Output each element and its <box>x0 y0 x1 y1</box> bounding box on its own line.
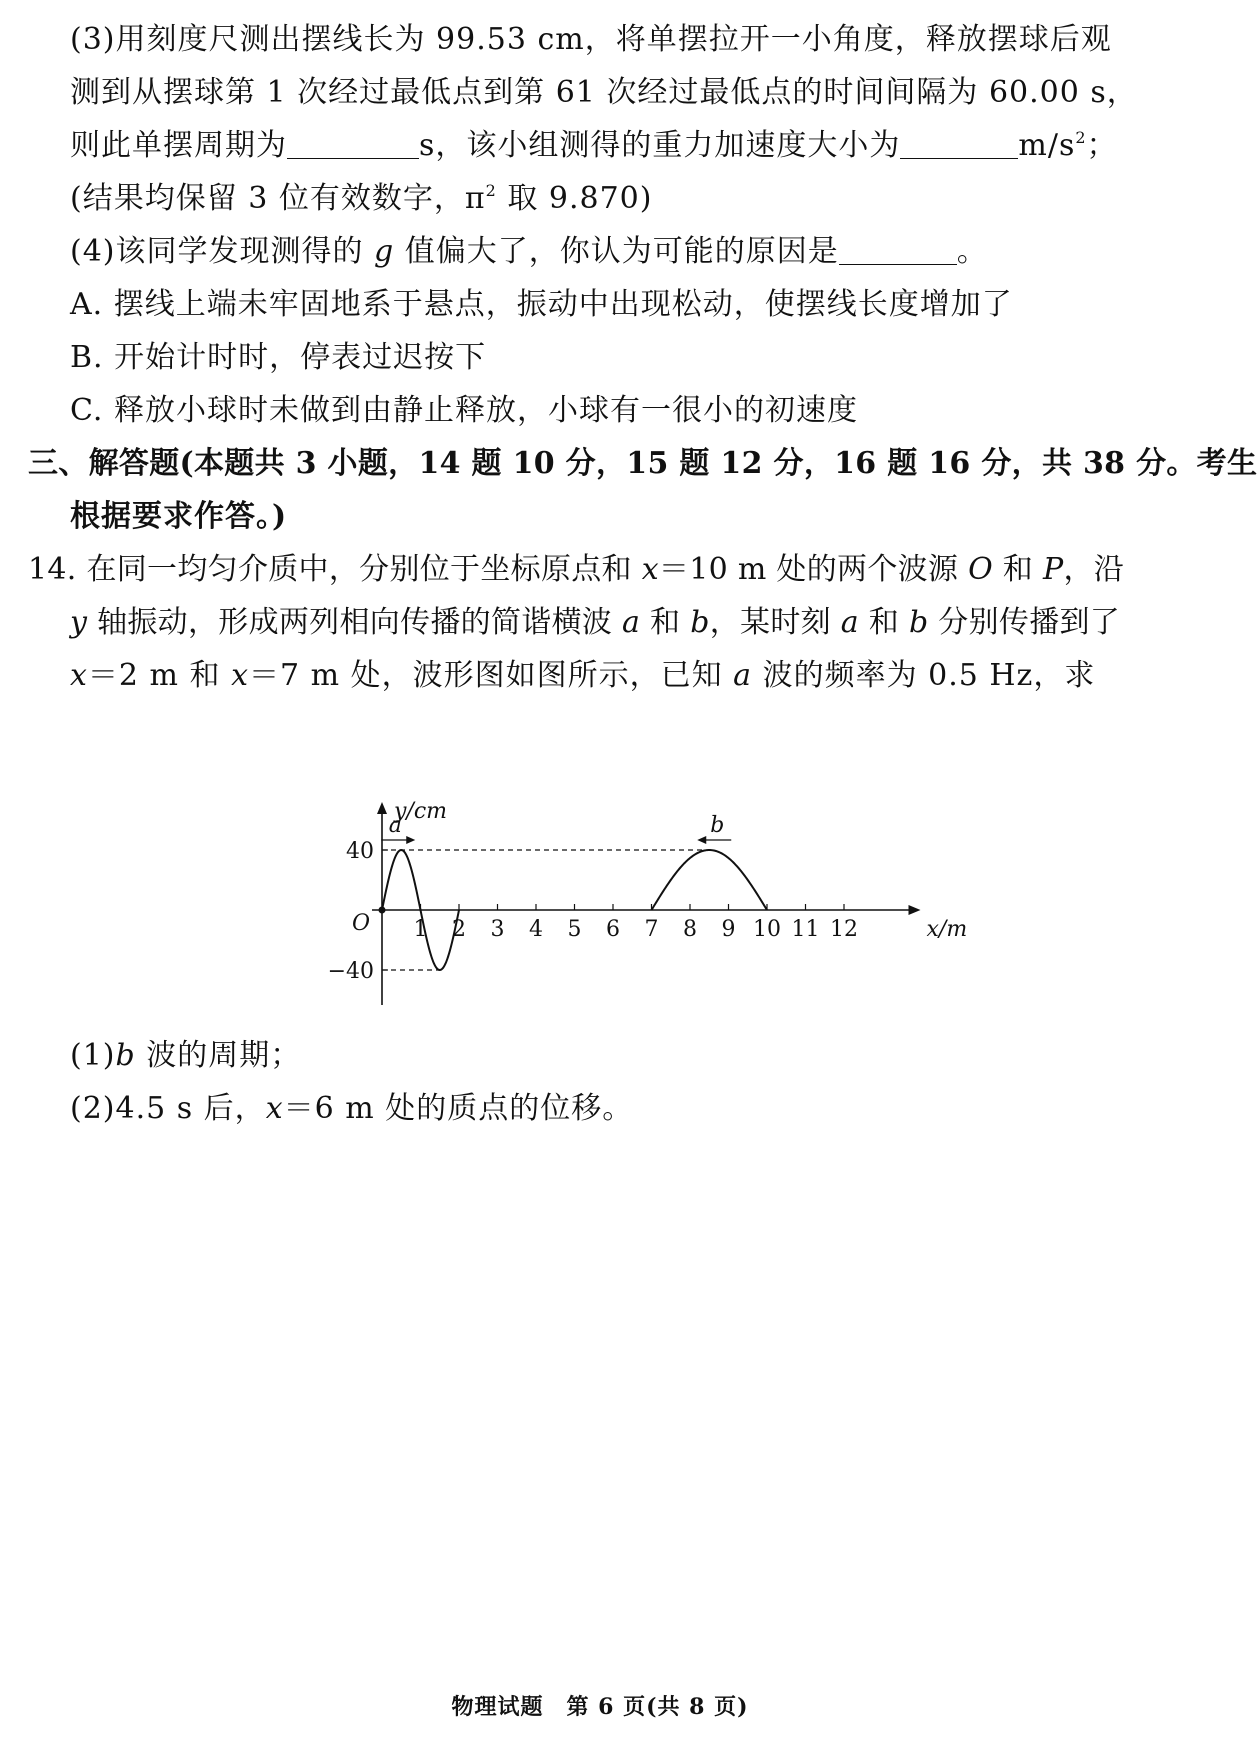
symbol-O: O <box>968 552 993 587</box>
y-tick-label: −40 <box>327 959 374 984</box>
x-tick-label: 10 <box>753 917 781 942</box>
symbol-x: x <box>641 552 659 587</box>
option-text: A. 摆线上端未牢固地系于悬点，振动中出现松动，使摆线长度增加了 <box>70 287 1013 322</box>
symbol-b: b <box>908 605 929 640</box>
q14-line2 <box>70 603 1120 643</box>
text: 和 <box>640 605 691 640</box>
q14-line3 <box>70 656 1095 696</box>
y-axis-arrow <box>377 802 387 814</box>
text: 值偏大了，你认为可能的原因是 <box>394 234 839 269</box>
symbol-a: a <box>840 605 859 640</box>
origin-label: O <box>352 911 371 936</box>
q13-part3-line1 <box>70 20 1112 60</box>
symbol-b: b <box>115 1038 136 1073</box>
superscript: 2 <box>1075 128 1087 147</box>
text: 波的周期； <box>135 1038 302 1073</box>
text: 波的频率为 0.5 Hz，求 <box>752 658 1096 693</box>
symbol-x: x <box>70 658 88 693</box>
x-axis-arrow <box>909 905 921 915</box>
text: (1) <box>70 1038 116 1073</box>
text: (2)4.5 s 后， <box>70 1091 266 1126</box>
x-tick-label: 12 <box>830 917 858 942</box>
text: ＝6 m 处的质点的位移。 <box>283 1091 634 1126</box>
option-text: B. 开始计时时，停表过迟按下 <box>70 340 487 375</box>
text: ＝10 m 处的两个波源 <box>658 552 969 587</box>
text: s，该小组测得的重力加速度大小为 <box>419 128 901 163</box>
symbol-b: b <box>690 605 710 640</box>
answer-blank-gravity[interactable] <box>900 128 1018 159</box>
answer-blank-period[interactable] <box>287 128 419 159</box>
text: 则此单摆周期为 <box>70 128 287 163</box>
text: 轴振动，形成两列相向传播的简谐横波 <box>87 605 623 640</box>
text: 分别传播到了 <box>928 605 1121 640</box>
text: 三、解答题(本题共 3 小题，14 题 10 分，15 题 12 分，16 题 16 分，共 38 分。考生 <box>28 446 1257 481</box>
text: (结果均保留 3 位有效数字，π <box>70 181 486 216</box>
section-3-heading <box>28 444 1257 484</box>
wave-b <box>652 850 768 910</box>
text: ，沿 <box>1063 552 1125 587</box>
x-tick-label: 5 <box>567 917 582 942</box>
y-tick-label: 40 <box>346 839 374 864</box>
q14-line1 <box>28 550 1124 590</box>
text: 14. 在同一均匀介质中，分别位于坐标原点和 <box>28 552 642 587</box>
text: 根据要求作答。) <box>70 499 288 534</box>
option-a[interactable] <box>70 285 1013 325</box>
text: 测到从摆球第 1 次经过最低点到第 61 次经过最低点的时间间隔为 60.00 s， <box>70 75 1138 110</box>
answer-blank-reason[interactable] <box>839 234 957 265</box>
wave-a-arrow-head <box>406 836 415 844</box>
x-tick-label: 1 <box>413 917 428 942</box>
y-axis-label: y/cm <box>394 799 448 824</box>
text: 。 <box>956 234 988 269</box>
symbol-g: g <box>374 234 395 269</box>
superscript: 2 <box>485 181 497 200</box>
section-3-heading-cont <box>70 497 287 537</box>
origin-dot <box>379 907 386 914</box>
text: 和 <box>992 552 1043 587</box>
unit: m/s <box>1018 128 1076 163</box>
x-tick-label: 11 <box>791 917 820 942</box>
symbol-x: x <box>265 1091 284 1126</box>
x-tick-label: 6 <box>606 917 620 942</box>
q13-part3-line3 <box>70 126 1118 166</box>
wave-b-arrow-head <box>697 836 706 844</box>
option-text: C. 释放小球时未做到由静止释放，小球有一很小的初速度 <box>70 393 858 428</box>
wave-b-label: b <box>710 813 725 838</box>
q14-sub2 <box>70 1089 633 1129</box>
text: 取 9.870) <box>496 181 653 216</box>
symbol-a: a <box>733 658 753 693</box>
symbol-y: y <box>70 605 88 640</box>
symbol-P: P <box>1042 552 1064 587</box>
symbol-x: x <box>231 658 249 693</box>
option-c[interactable] <box>70 391 858 431</box>
x-tick-label: 8 <box>683 917 697 942</box>
option-b[interactable] <box>70 338 486 378</box>
x-tick-label: 2 <box>452 917 466 942</box>
x-tick-label: 3 <box>490 917 505 942</box>
x-axis-label: x/m <box>926 917 968 942</box>
x-tick-label: 9 <box>721 917 736 942</box>
symbol-a: a <box>622 605 641 640</box>
text: 和 <box>858 605 909 640</box>
q14-sub1 <box>70 1036 301 1076</box>
text: ＝7 m 处，波形图如图所示，已知 <box>249 658 734 693</box>
q13-part4-stem <box>70 232 988 272</box>
text: (4)该同学发现测得的 <box>70 234 375 269</box>
q13-part3-line2 <box>70 73 1138 113</box>
wave-graph <box>327 785 968 1025</box>
text: (3)用刻度尺测出摆线长为 99.53 cm，将单摆拉开一小角度，释放摆球后观 <box>70 22 1112 57</box>
text: ＝2 m 和 <box>87 658 232 693</box>
x-tick-label: 4 <box>529 917 543 942</box>
wave-a-label: a <box>388 813 402 838</box>
x-tick-label: 7 <box>644 917 659 942</box>
page-footer: 物理试题 第 6 页(共 8 页) <box>451 1694 749 1720</box>
text: ； <box>1086 128 1118 163</box>
q13-part3-line4 <box>70 179 652 219</box>
text: ，某时刻 <box>709 605 841 640</box>
